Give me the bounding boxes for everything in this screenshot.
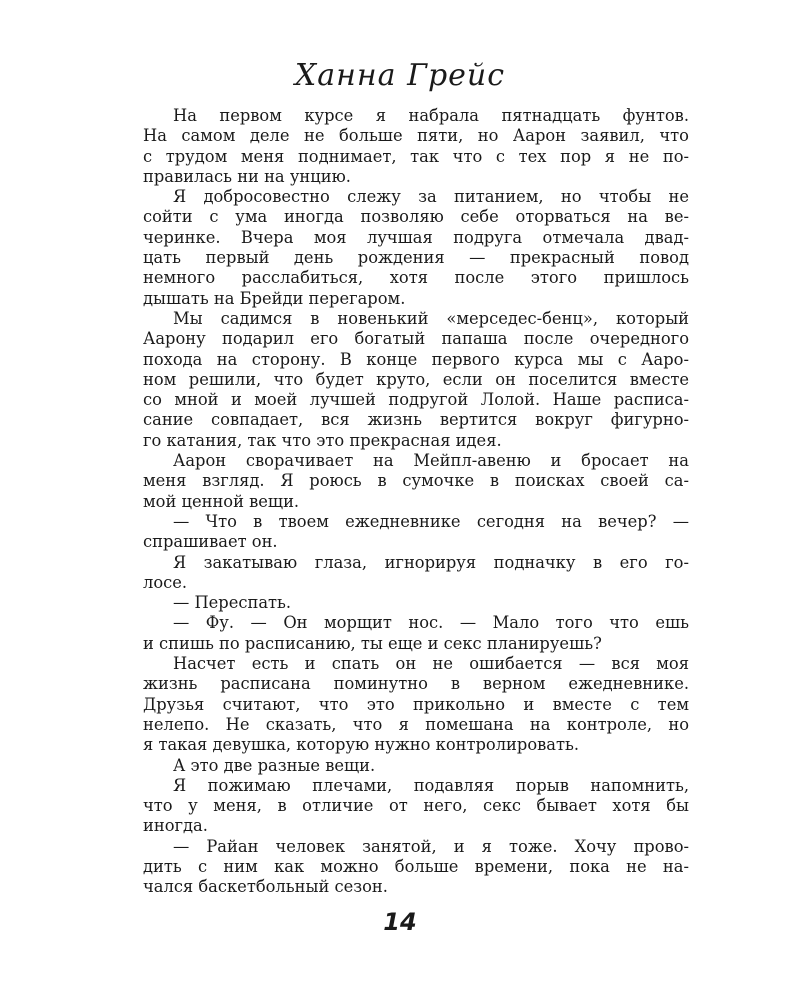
text-line: Я закатываю глаза, игнорируя подначку в его го- <box>173 552 689 572</box>
text-line: правилась ни на унцию. <box>143 166 351 186</box>
text-line: Я пожимаю плечами, подавляя порыв напомнить, <box>173 775 689 795</box>
running-head-author: Ханна Грейс <box>294 58 506 93</box>
body-text <box>143 106 689 898</box>
text-line: я такая девушка, которую нужно контролировать. <box>143 735 580 755</box>
text-line: похода на сторону. В конце первого курса мы с Ааро- <box>143 349 689 369</box>
text-line: Аарону подарил его богатый папаша после очередного <box>143 329 689 349</box>
text-line: — Фу. — Он морщит нос. — Мало того что ешь <box>173 613 689 633</box>
text-line: лосе. <box>143 572 188 592</box>
text-line: жизнь расписана поминутно в верном ежедневнике. <box>143 674 689 694</box>
text-line: — Переспать. <box>173 593 292 613</box>
text-line: спрашивает он. <box>143 532 278 552</box>
text-line: А это две разные вещи. <box>173 755 376 775</box>
text-line: меня взгляд. Я роюсь в сумочке в поисках своей са- <box>143 471 689 491</box>
text-line: чался баскетбольный сезон. <box>143 877 388 897</box>
text-line: сойти с ума иногда позволяю себе оторваться на ве- <box>143 207 689 227</box>
text-line: — Что в твоем ежедневнике сегодня на вечер? — <box>173 511 689 531</box>
text-line: Аарон сворачивает на Мейпл-авеню и бросает на <box>173 451 689 471</box>
text-line: На первом курсе я набрала пятнадцать фунтов. <box>173 106 689 125</box>
text-line: Мы садимся в новенький «мерседес-бенц», который <box>173 308 689 328</box>
text-line: ном решили, что будет круто, если он поселится вместе <box>143 369 689 389</box>
text-line: что у меня, в отличие от него, секс бывает хотя бы <box>143 796 689 816</box>
text-line: немного расслабиться, хотя после этого пришлось <box>143 268 689 288</box>
text-line: На самом деле не больше пяти, но Аарон заявил, что <box>143 126 689 146</box>
text-line: иногда. <box>143 816 208 836</box>
text-line: Насчет есть и спать он не ошибается — вся моя <box>173 654 689 674</box>
text-line: черинке. Вчера моя лучшая подруга отмечала двад- <box>143 227 689 247</box>
text-line: нелепо. Не сказать, что я помешана на контроле, но <box>143 714 689 734</box>
text-line: Я добросовестно слежу за питанием, но чтобы не <box>173 187 689 207</box>
text-line: дышать на Брейди перегаром. <box>143 288 406 308</box>
text-line: — Райан человек занятой, и я тоже. Хочу прово- <box>173 836 689 856</box>
text-line: Друзья считают, что это прикольно и вместе с тем <box>143 694 689 714</box>
text-line: сание совпадает, вся жизнь вертится вокруг фигурно- <box>143 410 689 430</box>
text-line: цать первый день рождения — прекрасный повод <box>143 248 689 268</box>
text-line: го катания, так что это прекрасная идея. <box>143 430 502 450</box>
text-line: мой ценной вещи. <box>143 491 300 511</box>
text-line: и спишь по расписанию, ты еще и секс планируешь? <box>143 633 602 653</box>
text-line: с трудом меня поднимает, так что с тех пор я не по- <box>143 146 689 166</box>
text-line: дить с ним как можно больше времени, пока не на- <box>143 856 689 876</box>
text-line: со мной и моей лучшей подругой Лолой. Наше расписа- <box>143 390 689 410</box>
page-number: 14 <box>383 908 417 936</box>
